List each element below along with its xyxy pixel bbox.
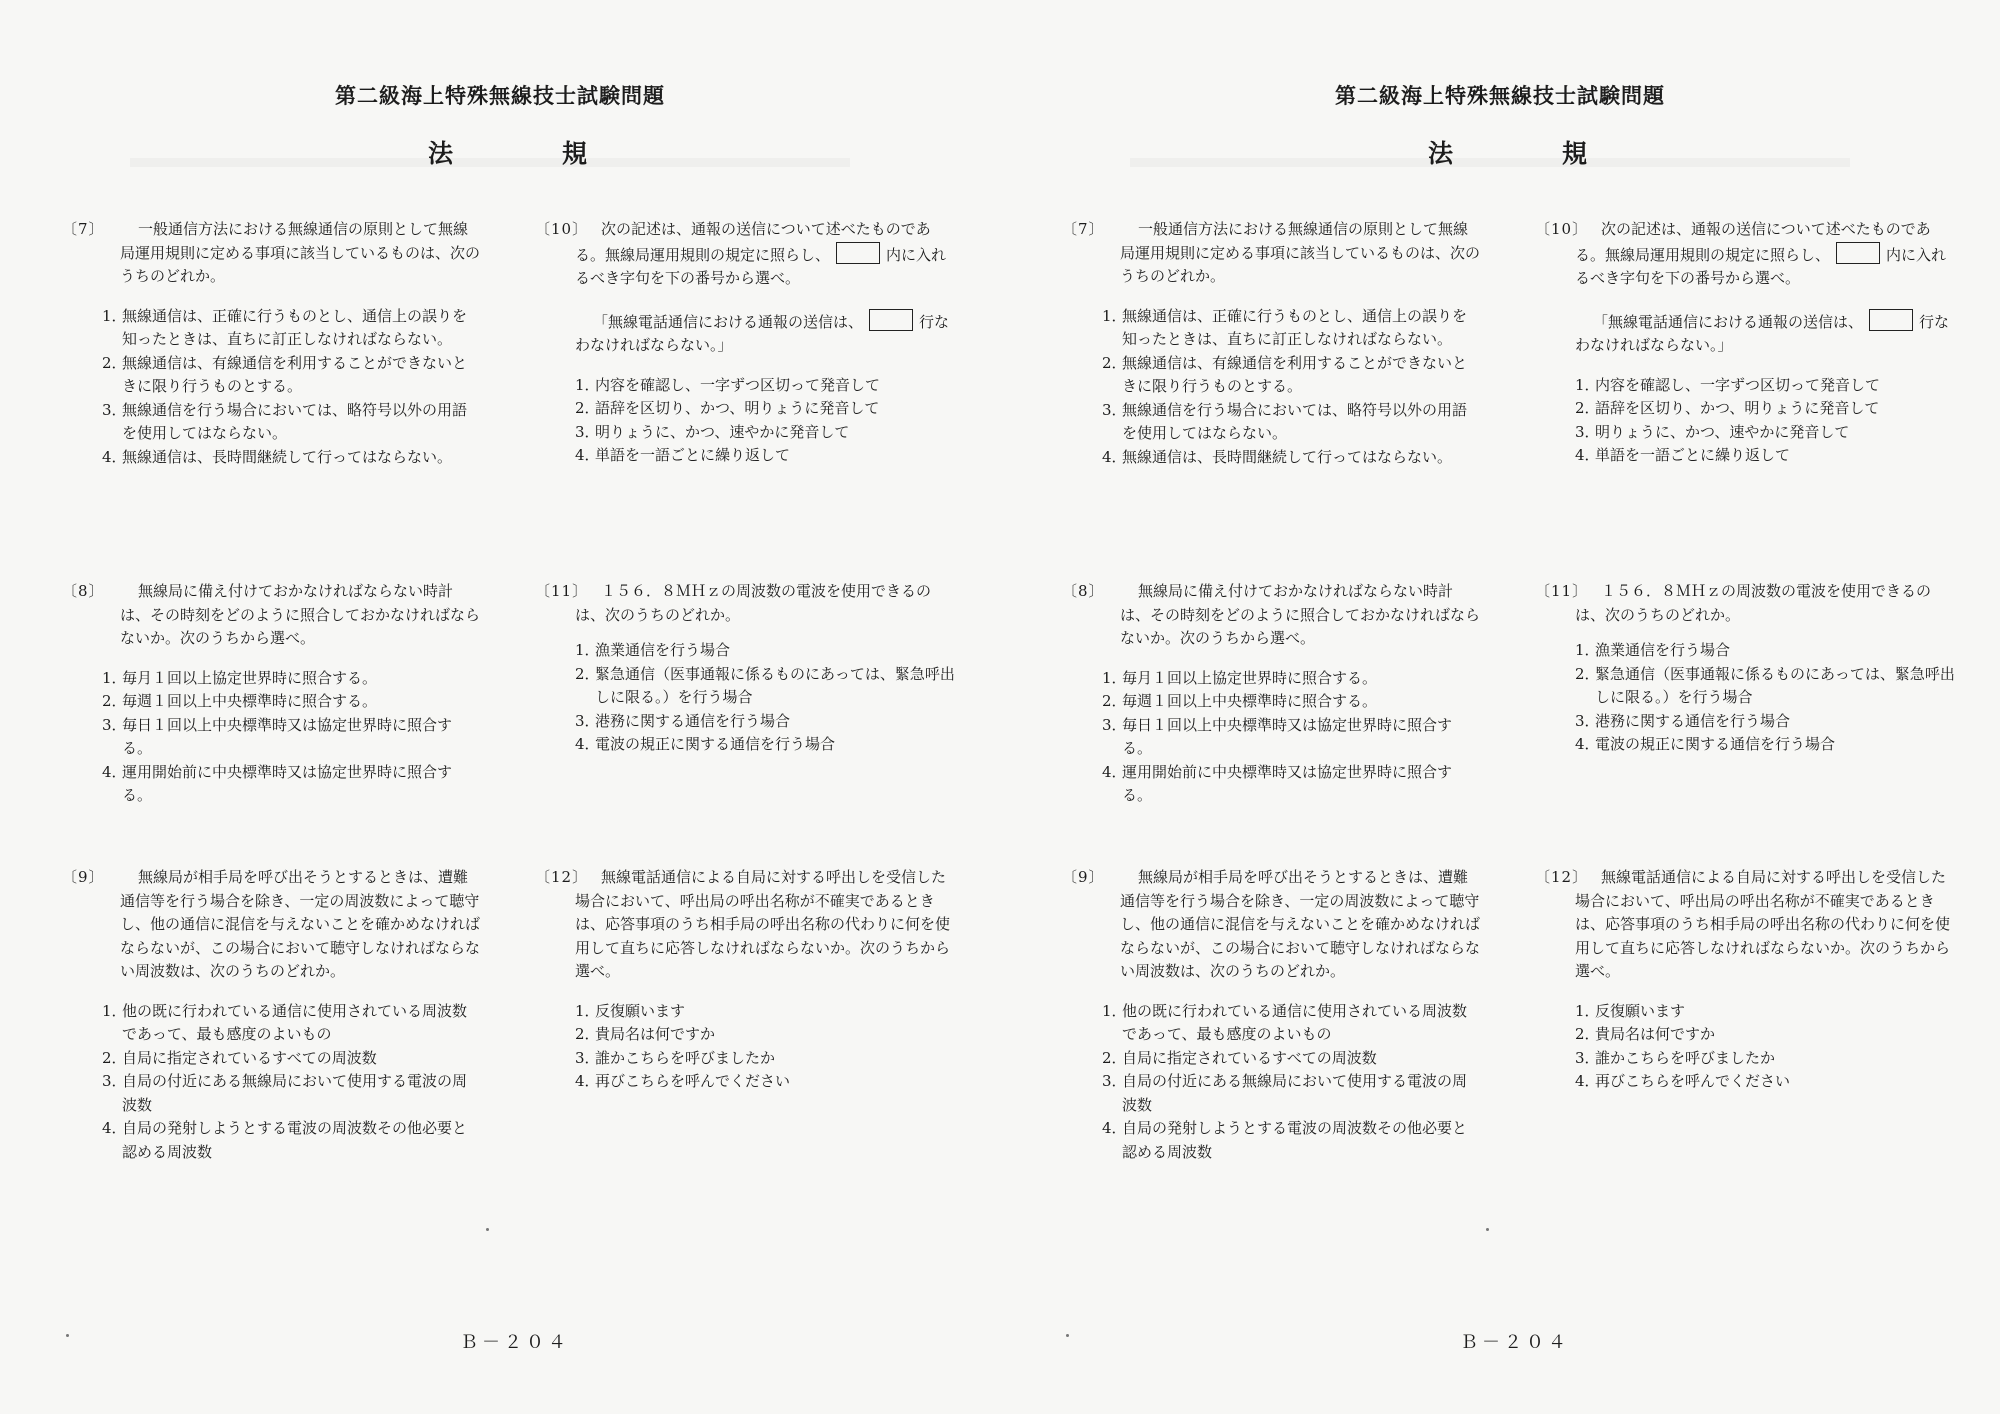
question-stem: 無線局に備え付けておかなければならない時計は、その時刻をどのように照合しておかなければならないか。次のうちから選べ。 [1120, 582, 1481, 647]
choice-text: 電波の規正に関する通信を行う場合 [1595, 735, 1836, 753]
choice-item [1575, 1070, 1955, 1094]
question-number: 〔7〕 [1062, 220, 1105, 238]
choice-item [102, 352, 480, 399]
speck [486, 1228, 489, 1231]
choice-number: 1． [575, 1001, 600, 1020]
choice-text: 他の既に行われている通信に使用されている周波数であって、最も感度のよいもの [122, 1001, 468, 1043]
answer-blank-box [836, 242, 880, 264]
choice-item [575, 710, 955, 734]
choice-item [1102, 446, 1480, 470]
choice-item [102, 1047, 480, 1071]
choice-text: 毎月１回以上協定世界時に照合する。 [122, 668, 378, 687]
choice-item [1102, 690, 1480, 714]
choice-number: 1． [102, 668, 127, 687]
choice-number: 4． [575, 1072, 600, 1090]
choice-item [1102, 352, 1480, 399]
choice-number: 3． [575, 1048, 600, 1067]
choice-item [102, 714, 480, 761]
question-number: 〔8〕 [1062, 582, 1105, 600]
choice-number: 1． [102, 306, 127, 325]
question-9 [1062, 866, 1480, 1164]
question-stem: 一般通信方法における無線通信の原則として無線局運用規則に定める事項に該当しているものは、次のうちのどれか。 [1120, 220, 1481, 285]
choice-list [62, 1000, 480, 1165]
choice-text: 語辞を区切り、かつ、明りょうに発音して [1595, 399, 1880, 417]
subject-char: 法 [428, 139, 454, 168]
question-number: 〔11〕 [1535, 582, 1589, 600]
choice-number: 3． [102, 715, 127, 734]
choice-item [102, 446, 480, 470]
choice-item [575, 421, 955, 445]
question-stem: 無線電話通信による自局に対する呼出しを受信した場合において、呼出局の呼出名称が不確実であるときは、応答事項のうち相手局の呼出名称の代わりに何を使用して直ちに応答しなければならないか。次のうちから選べ。 [1575, 868, 1951, 980]
question-stem [1571, 218, 1955, 291]
choice-item [1575, 1047, 1955, 1071]
choice-text: 自局の付近にある無線局において使用する電波の周波数 [122, 1072, 468, 1114]
choice-item [575, 1070, 955, 1094]
choice-text: 明りょうに、かつ、速やかに発音して [1595, 422, 1850, 441]
exam-title: 第二級海上特殊無線技士試験問題 [1335, 84, 1665, 108]
question-stem-part: 内に入れるべき字句を下の番号から選べ。 [1575, 245, 1947, 287]
choice-number: 3． [1575, 711, 1600, 730]
question-number: 〔11〕 [535, 582, 589, 600]
choice-number: 2． [575, 664, 600, 683]
subject-char: 規 [562, 139, 588, 168]
question-stem: １５６．８ＭＨｚの周波数の電波を使用できるのは、次のうちのどれか。 [575, 582, 932, 624]
choice-item [102, 1070, 480, 1117]
choice-number: 4． [1102, 762, 1127, 781]
choice-text: 港務に関する通信を行う場合 [1595, 711, 1791, 730]
choice-text: 港務に関する通信を行う場合 [595, 711, 791, 730]
question-number: 〔10〕 [535, 220, 589, 238]
quote-part: 「無線電話通信における通報の送信は、 [1593, 312, 1864, 331]
choice-text: 無線通信は、長時間継続して行ってはならない。 [122, 447, 453, 466]
choice-number: 2． [1102, 692, 1127, 710]
choice-item [1102, 761, 1480, 808]
choice-number: 2． [575, 399, 600, 417]
choice-text: 他の既に行われている通信に使用されている周波数であって、最も感度のよいもの [1122, 1001, 1468, 1043]
choice-number: 1． [575, 375, 600, 394]
question-10 [1535, 218, 1955, 468]
question-stem: 無線局が相手局を呼び出そうとするときは、遭難通信等を行う場合を除き、一定の周波数によって聴守し、他の通信に混信を与えないことを確かめなければならないが、この場合において聴守しなければならない周波数は、次のうちのどれか。 [1120, 868, 1481, 980]
choice-text: 自局に指定されているすべての周波数 [1122, 1048, 1377, 1067]
choice-number: 3． [1575, 422, 1600, 441]
answer-blank-box [1836, 242, 1880, 264]
choice-item [102, 690, 480, 714]
choice-number: 3． [1575, 1048, 1600, 1067]
choice-text: 無線通信は、正確に行うものとし、通信上の誤りを知ったときは、直ちに訂正しなければならない。 [1122, 306, 1468, 348]
exam-sheet-right [1000, 0, 2000, 1414]
choice-list [535, 639, 955, 757]
choice-number: 2． [1102, 353, 1127, 372]
choice-item [102, 399, 480, 446]
choice-text: 無線通信を行う場合においては、略符号以外の用語を使用してはならない。 [122, 400, 468, 442]
speck [1486, 1228, 1489, 1231]
choice-number: 3． [1102, 715, 1127, 734]
choice-text: 再びこちらを呼んでください [1595, 1072, 1791, 1090]
choice-number: 3． [102, 1072, 127, 1090]
choice-number: 2． [102, 1048, 127, 1067]
choice-number: 4． [1575, 446, 1600, 464]
choice-item [575, 639, 955, 663]
choice-text: 毎日１回以上中央標準時又は協定世界時に照合する。 [122, 715, 453, 757]
choice-text: 電波の規正に関する通信を行う場合 [595, 735, 836, 753]
choice-number: 1． [1102, 668, 1127, 687]
question-11 [535, 580, 955, 757]
choice-item [1102, 305, 1480, 352]
question-number: 〔12〕 [535, 868, 589, 886]
question-stem: 無線局に備え付けておかなければならない時計は、その時刻をどのように照合しておかなければならないか。次のうちから選べ。 [120, 582, 481, 647]
choice-item [575, 397, 955, 421]
choice-text: 単語を一語ごとに繰り返して [1595, 446, 1791, 464]
choice-number: 2． [102, 353, 127, 372]
choice-text: 毎週１回以上中央標準時に照合する。 [122, 692, 378, 710]
choice-item [1102, 714, 1480, 761]
answer-blank-box [1869, 309, 1913, 331]
choice-text: 運用開始前に中央標準時又は協定世界時に照合する。 [1122, 762, 1453, 804]
question-stem: 無線電話通信による自局に対する呼出しを受信した場合において、呼出局の呼出名称が不確実であるときは、応答事項のうち相手局の呼出名称の代わりに何を使用して直ちに応答しなければならないか。次のうちから選べ。 [575, 868, 951, 980]
subject-heading [1000, 134, 2000, 168]
choice-text: 誰かこちらを呼びましたか [595, 1048, 776, 1067]
quote-part: 行なわなければならない。」 [1575, 312, 1950, 354]
choice-text: 自局に指定されているすべての周波数 [122, 1048, 377, 1067]
choice-number: 4． [102, 1119, 127, 1137]
choice-text: 自局の発射しようとする電波の周波数その他必要と認める周波数 [1122, 1119, 1468, 1161]
choice-text: 貴局名は何ですか [1595, 1025, 1716, 1043]
choice-number: 4． [1102, 447, 1127, 466]
choice-item [1575, 397, 1955, 421]
choice-text: 反復願います [1595, 1001, 1686, 1020]
choice-item [1575, 1023, 1955, 1047]
choice-item [102, 761, 480, 808]
choice-number: 4． [102, 447, 127, 466]
choice-text: 自局の付近にある無線局において使用する電波の周波数 [1122, 1072, 1468, 1114]
choice-number: 2． [1575, 1025, 1600, 1043]
question-7 [62, 218, 480, 469]
quote-part: 「無線電話通信における通報の送信は、 [593, 312, 864, 331]
question-stem-part: 次の記述は、通報の送信について述べたものである。無線局運用規則の規定に照らし、 [1575, 220, 1931, 264]
choice-text: 再びこちらを呼んでください [595, 1072, 791, 1090]
question-stem-part: 次の記述は、通報の送信について述べたものである。無線局運用規則の規定に照らし、 [575, 220, 931, 264]
choice-number: 2． [1575, 664, 1600, 683]
choice-item [575, 1023, 955, 1047]
choice-text: 語辞を区切り、かつ、明りょうに発音して [595, 399, 880, 417]
choice-list [62, 667, 480, 808]
question-number: 〔9〕 [1062, 868, 1105, 886]
choice-item [1575, 444, 1955, 468]
choice-number: 3． [1102, 400, 1127, 419]
choice-number: 4． [575, 735, 600, 753]
choice-number: 3． [575, 711, 600, 730]
question-12 [535, 866, 955, 1094]
subject-char: 規 [1562, 139, 1588, 168]
choice-number: 1． [1575, 1001, 1600, 1020]
choice-list [1062, 305, 1480, 470]
choice-item [1575, 733, 1955, 757]
question-stem-part: 内に入れるべき字句を下の番号から選べ。 [575, 245, 947, 287]
choice-item [575, 733, 955, 757]
choice-item [1575, 1000, 1955, 1024]
choice-item [1575, 639, 1955, 663]
choice-number: 4． [102, 762, 127, 781]
choice-list [1535, 639, 1955, 757]
choice-item [1102, 667, 1480, 691]
quote-part: 行なわなければならない。」 [575, 312, 950, 354]
choice-item [575, 1047, 955, 1071]
choice-number: 4． [1102, 1119, 1127, 1137]
choice-list [535, 374, 955, 468]
subject-char: 法 [1428, 139, 1454, 168]
choice-number: 2． [102, 692, 127, 710]
question-9 [62, 866, 480, 1164]
choice-item [1102, 399, 1480, 446]
choice-text: 毎月１回以上協定世界時に照合する。 [1122, 668, 1378, 687]
question-stem: 一般通信方法における無線通信の原則として無線局運用規則に定める事項に該当しているものは、次のうちのどれか。 [120, 220, 481, 285]
choice-text: 漁業通信を行う場合 [1595, 641, 1731, 659]
choice-item [102, 1117, 480, 1164]
choice-item [1102, 1117, 1480, 1164]
choice-text: 誰かこちらを呼びましたか [1595, 1048, 1776, 1067]
choice-text: 内容を確認し、一字ずつ区切って発音して [595, 375, 881, 394]
question-stem: １５６．８ＭＨｚの周波数の電波を使用できるのは、次のうちのどれか。 [1575, 582, 1932, 624]
choice-list [1535, 1000, 1955, 1094]
choice-number: 4． [575, 446, 600, 464]
speck [66, 1334, 69, 1337]
choice-item [575, 1000, 955, 1024]
subject-heading [0, 134, 1000, 168]
choice-item [1102, 1000, 1480, 1047]
choice-item [1575, 421, 1955, 445]
choice-text: 単語を一語ごとに繰り返して [595, 446, 791, 464]
quoted-statement [575, 309, 955, 358]
choice-list [535, 1000, 955, 1094]
choice-text: 貴局名は何ですか [595, 1025, 716, 1043]
choice-text: 自局の発射しようとする電波の周波数その他必要と認める周波数 [122, 1119, 468, 1161]
choice-number: 4． [1575, 1072, 1600, 1090]
question-number: 〔8〕 [62, 582, 105, 600]
choice-item [1102, 1047, 1480, 1071]
question-stem: 無線局が相手局を呼び出そうとするときは、遭難通信等を行う場合を除き、一定の周波数によって聴守し、他の通信に混信を与えないことを確かめなければならないが、この場合において聴守しなければならない周波数は、次のうちのどれか。 [120, 868, 481, 980]
choice-list [1062, 1000, 1480, 1165]
choice-item [1102, 1070, 1480, 1117]
choice-number: 3． [102, 400, 127, 419]
choice-item [1575, 374, 1955, 398]
choice-item [575, 374, 955, 398]
choice-text: 毎日１回以上中央標準時又は協定世界時に照合する。 [1122, 715, 1453, 757]
choice-list [62, 305, 480, 470]
question-7 [1062, 218, 1480, 469]
question-12 [1535, 866, 1955, 1094]
choice-text: 緊急通信（医事通報に係るものにあっては、緊急呼出しに限る。）を行う場合 [1595, 664, 1955, 706]
choice-number: 3． [1102, 1072, 1127, 1090]
quoted-statement [1575, 309, 1955, 358]
choice-number: 1． [1102, 306, 1127, 325]
choice-number: 1． [102, 1001, 127, 1020]
choice-text: 毎週１回以上中央標準時に照合する。 [1122, 692, 1378, 710]
choice-list [1062, 667, 1480, 808]
choice-text: 運用開始前に中央標準時又は協定世界時に照合する。 [122, 762, 453, 804]
question-stem [571, 218, 955, 291]
question-10 [535, 218, 955, 468]
choice-text: 無線通信は、有線通信を利用することができないときに限り行うものとする。 [1122, 353, 1468, 395]
question-number: 〔12〕 [1535, 868, 1589, 886]
choice-text: 明りょうに、かつ、速やかに発音して [595, 422, 850, 441]
choice-item [102, 305, 480, 352]
question-8 [62, 580, 480, 808]
choice-item [1575, 710, 1955, 734]
page-code: Ｂ－２０４ [460, 1332, 570, 1353]
choice-item [1575, 663, 1955, 710]
choice-text: 反復願います [595, 1001, 686, 1020]
choice-number: 1． [1575, 375, 1600, 394]
choice-number: 2． [1575, 399, 1600, 417]
answer-blank-box [869, 309, 913, 331]
choice-text: 内容を確認し、一字ずつ区切って発音して [1595, 375, 1881, 394]
choice-number: 1． [1575, 641, 1600, 659]
choice-list [1535, 374, 1955, 468]
question-number: 〔10〕 [1535, 220, 1589, 238]
choice-text: 無線通信は、正確に行うものとし、通信上の誤りを知ったときは、直ちに訂正しなければならない。 [122, 306, 468, 348]
choice-number: 2． [1102, 1048, 1127, 1067]
choice-text: 漁業通信を行う場合 [595, 641, 731, 659]
choice-text: 緊急通信（医事通報に係るものにあっては、緊急呼出しに限る。）を行う場合 [595, 664, 955, 706]
choice-number: 2． [575, 1025, 600, 1043]
choice-item [102, 1000, 480, 1047]
page-code: Ｂ－２０４ [1460, 1332, 1570, 1353]
choice-text: 無線通信は、有線通信を利用することができないときに限り行うものとする。 [122, 353, 468, 395]
choice-number: 3． [575, 422, 600, 441]
question-8 [1062, 580, 1480, 808]
question-number: 〔7〕 [62, 220, 105, 238]
speck [1066, 1334, 1069, 1337]
exam-title: 第二級海上特殊無線技士試験問題 [335, 84, 665, 108]
choice-item [575, 663, 955, 710]
choice-item [575, 444, 955, 468]
question-number: 〔9〕 [62, 868, 105, 886]
choice-text: 無線通信を行う場合においては、略符号以外の用語を使用してはならない。 [1122, 400, 1468, 442]
choice-text: 無線通信は、長時間継続して行ってはならない。 [1122, 447, 1453, 466]
question-11 [1535, 580, 1955, 757]
choice-number: 1． [575, 641, 600, 659]
choice-number: 4． [1575, 735, 1600, 753]
choice-number: 1． [1102, 1001, 1127, 1020]
choice-item [102, 667, 480, 691]
